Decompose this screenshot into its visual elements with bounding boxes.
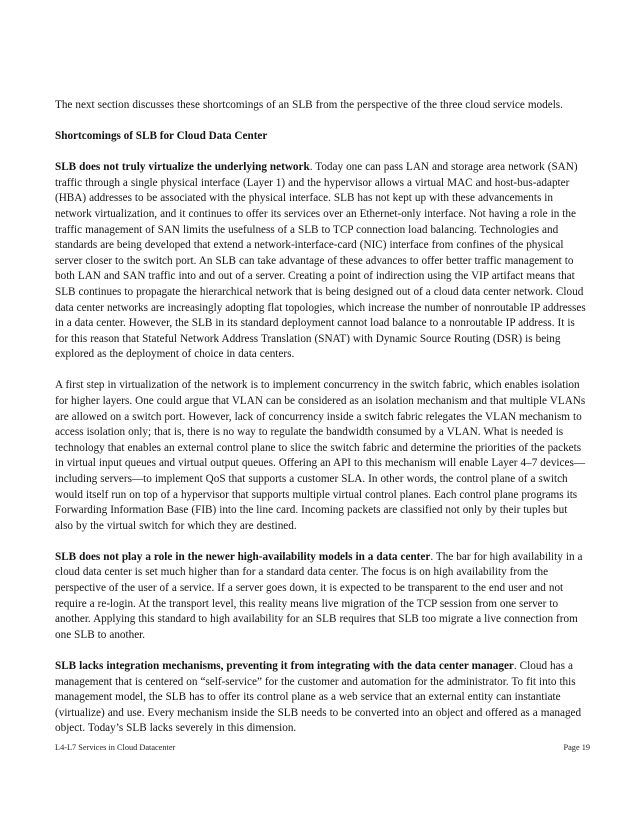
paragraph-integration [55, 659, 587, 737]
paragraph-network-virtualization [55, 160, 587, 363]
paragraph-text: . Today one can pass LAN and storage area network (SAN) traffic through a single physical interface (Layer 1) and the hypervisor allows a virtual MAC and host-bus-adapter (HBA) addresses to be associated with the physical interface. SLB has not kept up with these advancements in network virtualization, and it continues to offer its services over an Ethernet-only interface. Not having a role in the traffic management of SAN limits the usefulness of a SLB to TCP connection load balancing. Technologies and standards are being developed that extend a network-interface-card (NIC) interface from confines of the physical server closer to the switch port. An SLB can take advantage of these advances to offer better traffic management to both LAN and SAN traffic into and out of a server. Creating a point of indirection using the VIP artifact means that SLB continues to propagate the hierarchical network that is being designed out of a cloud data center network. Cloud data center networks are increasingly adopting flat topologies, which increase the number of nonroutable IP addresses in a data center. However, the SLB in its standard deployment cannot load balance to a nonroutable IP address. It is for this reason that Stateful Network Address Translation (SNAT) with Dynamic Source Routing (DSR) is being explored as the deployment of choice in data centers. [55, 161, 586, 361]
page-number: Page 19 [563, 743, 590, 752]
footer-title: L4-L7 Services in Cloud Datacenter [55, 743, 176, 752]
page-footer [55, 743, 590, 752]
paragraph-lead: SLB does not truly virtualize the underlying network [55, 161, 310, 174]
paragraph-high-availability [55, 550, 587, 644]
paragraph-text: . Cloud has a management that is centered on “self-service” for the customer and automation for the administrator. To fit into this management model, the SLB has to offer its control plane as a web service that an external entity can instantiate (virtualize) and use. Every mechanism inside the SLB needs to be converted into an object and offered as a managed object. Today’s SLB lacks severely in this dimension. [55, 659, 582, 735]
paragraph-lead: SLB lacks integration mechanisms, preventing it from integrating with the data center manager [55, 659, 514, 672]
paragraph-lead: SLB does not play a role in the newer high-availability models in a data center [55, 550, 431, 563]
section-heading: Shortcomings of SLB for Cloud Data Center [55, 130, 268, 143]
intro-paragraph: The next section discusses these shortcomings of an SLB from the perspective of the three cloud service models. [55, 99, 563, 111]
paragraph-text: . The bar for high availability in a cloud data center is set much higher than for a standard data center. The focus is on high availability from the perspective of the user of a service. If a server goes down, it is expected to be transparent to the end user and not require a re-login. At the transport level, this reality means live migration of the TCP session from one server to another. Applying this standard to high availability for an SLB requires that SLB too migrate a live connection from one SLB to another. [55, 550, 583, 641]
paragraph-switch-fabric: A first step in virtualization of the network is to implement concurrency in the switch fabric, which enables isolation for higher layers. One could argue that VLAN can be considered as an isolation mechanism and that multiple VLANs are allowed on a switch port. However, lack of concurrency inside a switch fabric relegates the VLAN mechanism to access isolation only; that is, there is no way to regulate the bandwidth consumed by a VLAN. What is needed is technology that enables an external control plane to slice the switch fabric and determine the priorities of the packets in virtual input queues and virtual output queues. Offering an API to this mechanism will enable Layer 4–7 devices—including servers—to implement QoS that supports a customer SLA. In other words, the control plane of a switch would itself run on top of a hypervisor that supports multiple virtual control planes. Each control plane programs its Forwarding Information Base (FIB) into the line card. Incoming packets are classified not only by their tuples but also by the virtual switch for which they are destined. [55, 379, 586, 532]
page-body [55, 98, 587, 752]
